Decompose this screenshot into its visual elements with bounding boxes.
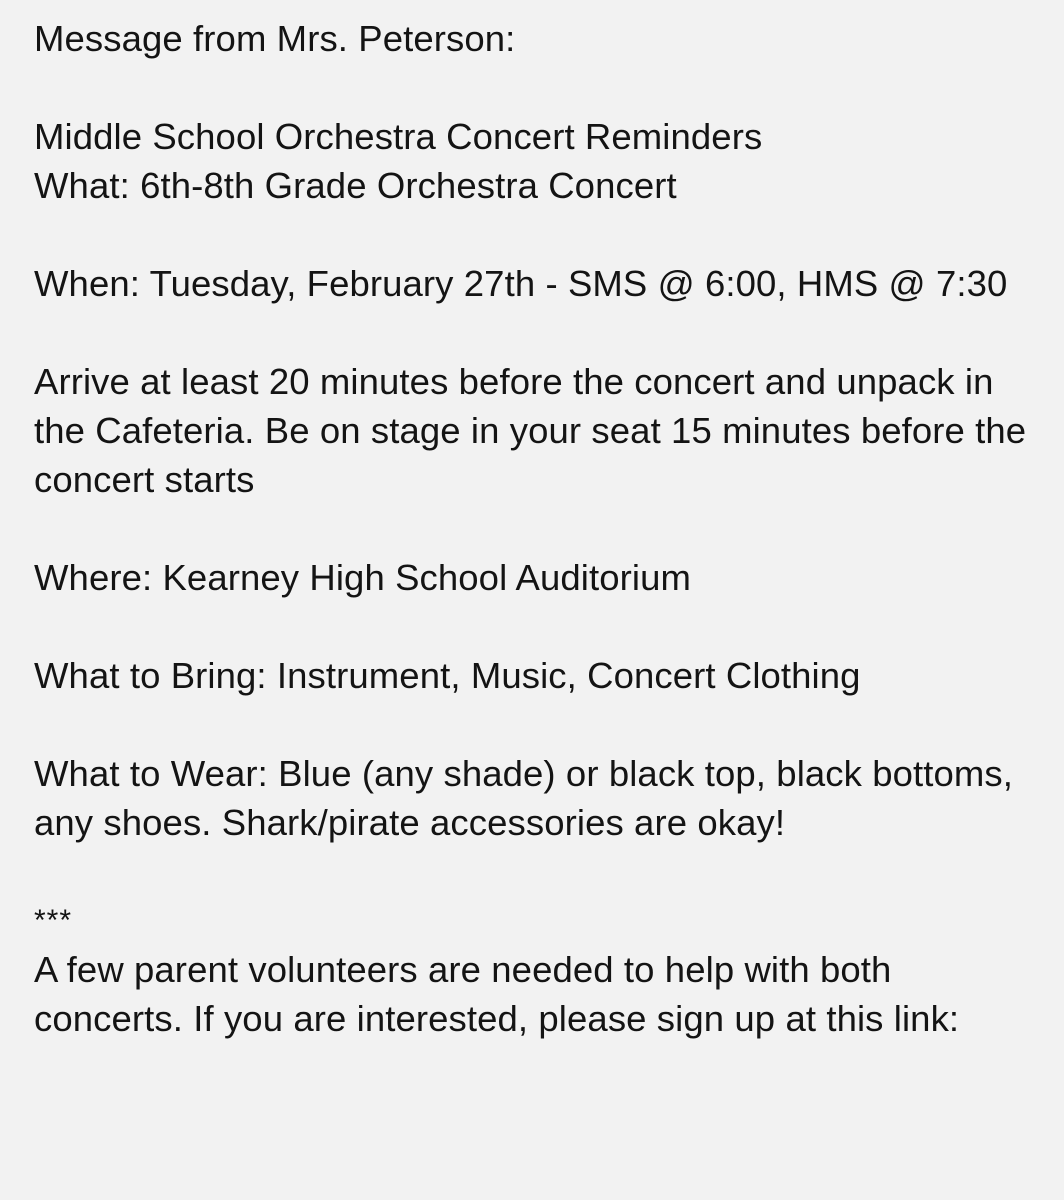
- separator-asterisks: ***: [34, 904, 73, 937]
- blank-line: [34, 308, 1030, 357]
- blank-line: [34, 63, 1030, 112]
- when-line: When: Tuesday, February 27th - SMS @ 6:00, HMS @ 7:30: [34, 263, 1008, 304]
- greeting-line: Message from Mrs. Peterson:: [34, 18, 516, 59]
- what-to-bring-line: What to Bring: Instrument, Music, Concert Clothing: [34, 655, 861, 696]
- blank-line: [34, 602, 1030, 651]
- what-line: What: 6th-8th Grade Orchestra Concert: [34, 165, 677, 206]
- blank-line: [34, 700, 1030, 749]
- concert-heading: Middle School Orchestra Concert Reminders: [34, 116, 763, 157]
- blank-line: [34, 210, 1030, 259]
- volunteers-paragraph: A few parent volunteers are needed to help with both concerts. If you are interested, please sign up at this link:: [34, 949, 960, 1039]
- blank-line: [34, 504, 1030, 553]
- blank-line: [34, 847, 1030, 896]
- arrive-paragraph: Arrive at least 20 minutes before the concert and unpack in the Cafeteria. Be on stage in your seat 15 minutes before the concert starts: [34, 361, 1027, 500]
- where-line: Where: Kearney High School Auditorium: [34, 557, 691, 598]
- what-to-wear-paragraph: What to Wear: Blue (any shade) or black top, black bottoms, any shoes. Shark/pirate accessories are okay!: [34, 753, 1014, 843]
